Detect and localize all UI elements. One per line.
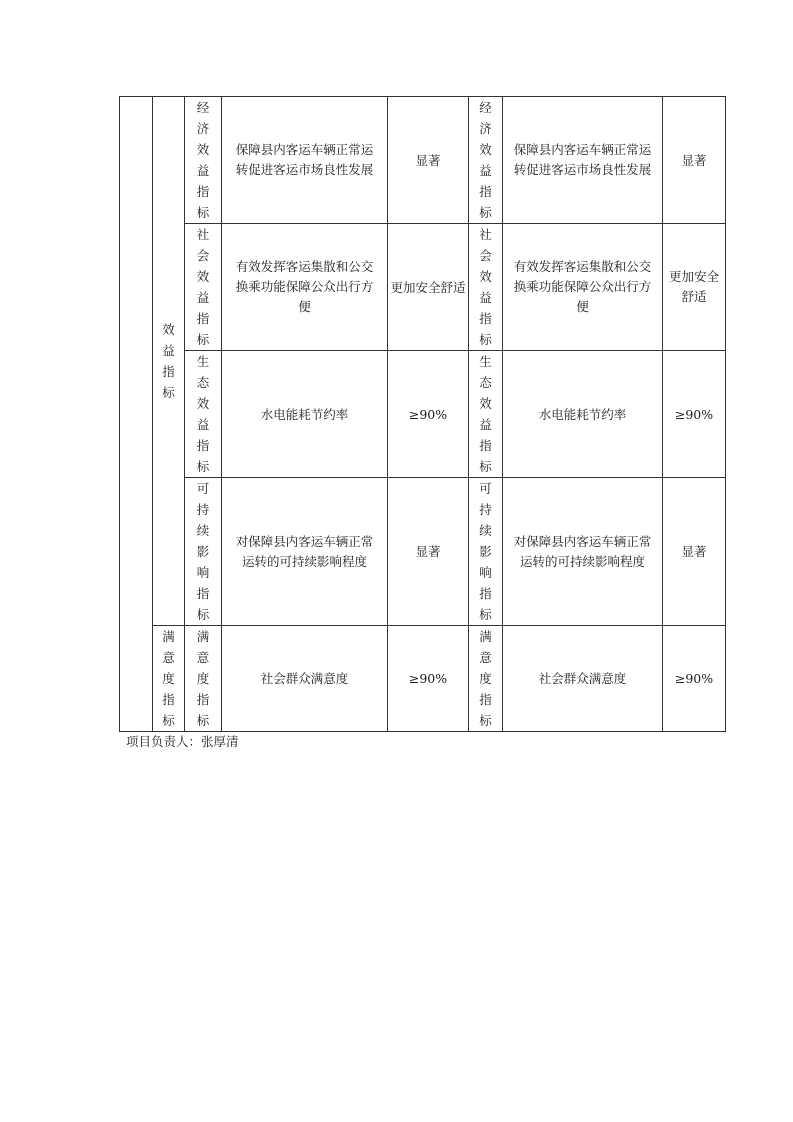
sub-indicator-cell	[185, 224, 222, 351]
sub-indicator-label: 经济效益指标	[196, 100, 210, 220]
sub-indicator-label: 可持续影响指标	[479, 481, 492, 622]
indicator-value: 更加安全舒适	[390, 279, 466, 295]
indicator-content-cell	[222, 97, 388, 224]
indicator-value-cell	[388, 224, 469, 351]
sub-indicator-cell	[469, 626, 503, 732]
indicator-value-cell	[388, 478, 469, 626]
category-label: 满意度指标	[162, 629, 175, 728]
indicator-content-cell	[222, 478, 388, 626]
indicator-content-cell	[503, 351, 663, 478]
indicator-content-cell	[503, 626, 663, 732]
sub-indicator-cell	[185, 351, 222, 478]
indicator-value: ≥90%	[674, 671, 714, 686]
indicator-value-cell	[663, 351, 726, 478]
indicator-content: 保障县内客运车辆正常运转促进客运市场良性发展	[235, 142, 374, 177]
sub-indicator-label: 经济效益指标	[479, 100, 492, 220]
sub-indicator-label: 社会效益指标	[479, 227, 492, 347]
category-cell	[153, 97, 185, 626]
sub-indicator-label: 社会效益指标	[196, 227, 210, 347]
table-row	[120, 224, 726, 351]
indicator-value: ≥90%	[674, 406, 714, 422]
indicator-content-cell	[503, 224, 663, 351]
indicator-value: 更加安全舒适	[668, 269, 719, 304]
indicator-content-cell	[222, 224, 388, 351]
table-row	[120, 97, 726, 224]
sub-indicator-cell	[469, 97, 503, 224]
sub-indicator-cell	[469, 478, 503, 626]
indicator-value: ≥90%	[408, 406, 448, 422]
indicator-value-cell	[663, 626, 726, 732]
sub-indicator-cell	[469, 224, 503, 351]
category-label: 效益指标	[162, 322, 175, 400]
indicator-content: 社会群众满意度	[538, 671, 627, 686]
indicator-content-cell	[503, 97, 663, 224]
indicator-content: 对保障县内客运车辆正常运转的可持续影响程度	[235, 533, 374, 569]
indicator-content: 保障县内客运车辆正常运转促进客运市场良性发展	[513, 142, 652, 177]
sub-indicator-label: 可持续影响指标	[196, 481, 210, 622]
category-cell	[153, 626, 185, 732]
sub-indicator-label: 生态效益指标	[479, 354, 492, 474]
sub-indicator-cell	[185, 478, 222, 626]
indicator-value: 显著	[681, 152, 707, 168]
indicator-value: 显著	[415, 544, 441, 559]
indicator-value: ≥90%	[408, 671, 448, 686]
indicator-value: 显著	[415, 152, 441, 168]
indicator-content: 水电能耗节约率	[538, 406, 627, 422]
indicator-value-cell	[663, 97, 726, 224]
performance-indicator-table	[119, 96, 726, 732]
indicator-content: 水电能耗节约率	[260, 406, 349, 422]
sub-indicator-label: 生态效益指标	[196, 354, 210, 474]
indicator-value-cell	[388, 97, 469, 224]
indicator-value: 显著	[681, 544, 707, 559]
indicator-value-cell	[663, 478, 726, 626]
sub-indicator-cell	[469, 351, 503, 478]
indicator-content-cell	[503, 478, 663, 626]
indicator-content: 对保障县内客运车辆正常运转的可持续影响程度	[513, 533, 652, 569]
indicator-content: 有效发挥客运集散和公交换乘功能保障公众出行方便	[513, 259, 652, 314]
table-row	[120, 351, 726, 478]
table-row	[120, 478, 726, 626]
indicator-content: 有效发挥客运集散和公交换乘功能保障公众出行方便	[235, 259, 374, 314]
indicator-value-cell	[388, 626, 469, 732]
table-row	[120, 626, 726, 732]
project-responsible: 项目负责人：张厚清	[126, 734, 239, 749]
sub-indicator-label: 满意度指标	[479, 629, 492, 728]
blank-first-column	[120, 97, 153, 732]
sub-indicator-cell	[185, 626, 222, 732]
indicator-content: 社会群众满意度	[260, 671, 349, 686]
sub-indicator-label: 满意度指标	[196, 629, 210, 728]
sub-indicator-cell	[185, 97, 222, 224]
indicator-content-cell	[222, 626, 388, 732]
indicator-value-cell	[388, 351, 469, 478]
indicator-value-cell	[663, 224, 726, 351]
indicator-content-cell	[222, 351, 388, 478]
